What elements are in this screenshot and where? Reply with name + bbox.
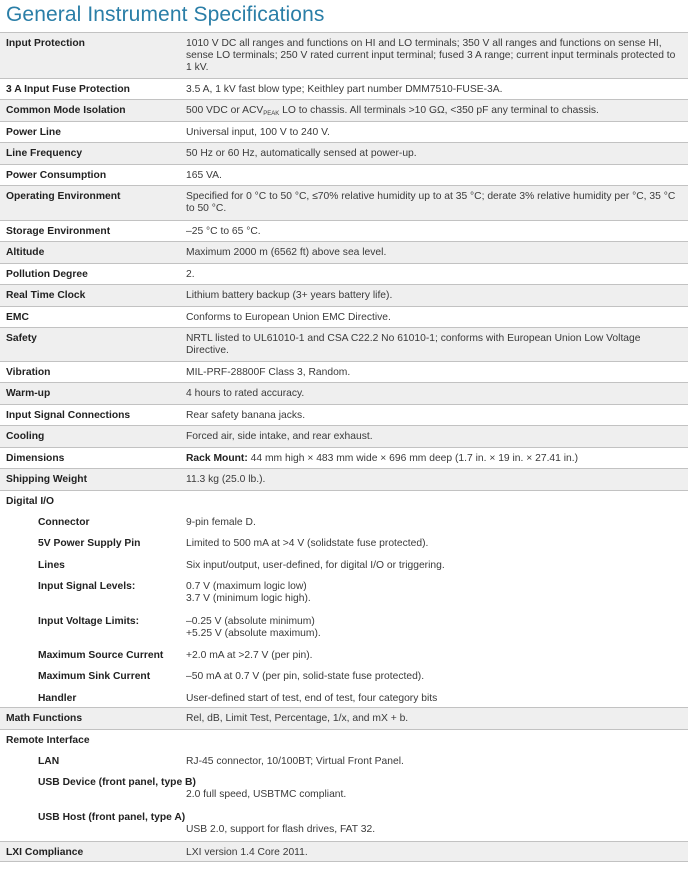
spec-value: 9-pin female D. — [186, 517, 256, 528]
spec-row-line-frequency — [0, 142, 688, 164]
spec-sublabel: Handler — [38, 693, 77, 704]
spec-label: Line Frequency — [6, 148, 83, 159]
spec-row-lxi — [0, 841, 688, 862]
spec-value — [181, 453, 688, 465]
spec-row-dimensions — [0, 447, 688, 468]
spec-value: Lithium battery backup (3+ years battery life). — [186, 290, 393, 301]
spec-row-input-connections — [0, 404, 688, 425]
spec-row-fuse — [0, 78, 688, 99]
spec-label: Shipping Weight — [6, 474, 88, 485]
spec-label: Warm-up — [6, 388, 51, 399]
value-line: –0.25 V (absolute minimum) — [186, 616, 315, 627]
spec-row-pollution — [0, 263, 688, 284]
spec-value: 1010 V DC all ranges and functions on HI and LO terminals; 350 V all ranges and functions on sense HI, sense LO terminals; 250 V rated current input terminal; fused 3 A range; current input terminals protected to 1 kV. — [186, 38, 676, 74]
spec-label: Real Time Clock — [6, 290, 86, 301]
remote-item-usb-device — [0, 777, 688, 812]
spec-row-safety — [0, 327, 688, 361]
spec-label: Dimensions — [6, 453, 65, 464]
spec-label: Storage Environment — [6, 226, 111, 237]
value-bold-prefix: Rack Mount: — [186, 453, 248, 464]
spec-label: Altitude — [6, 247, 45, 258]
spec-sublabel: USB Device (front panel, type B) — [38, 777, 196, 788]
spec-row-storage-env — [0, 220, 688, 241]
spec-sublabel: Maximum Sink Current — [38, 671, 151, 682]
value-part: LO to chassis. All terminals >10 GΩ, <350 pF any terminal to chassis. — [279, 105, 599, 116]
spec-value: 50 Hz or 60 Hz, automatically sensed at power-up. — [186, 148, 417, 159]
spec-value: RJ-45 connector, 10/100BT; Virtual Front Panel. — [186, 756, 404, 767]
value-subscript: PEAK — [263, 111, 280, 117]
spec-row-warmup — [0, 382, 688, 404]
spec-row-cooling — [0, 425, 688, 447]
spec-row-operating-env — [0, 185, 688, 220]
spec-sublabel: Maximum Source Current — [38, 650, 164, 661]
value-line: 3.7 V (minimum logic high). — [186, 593, 311, 605]
spec-label: Operating Environment — [6, 191, 121, 202]
spec-row-power-line — [0, 121, 688, 142]
spec-group-label: Remote Interface — [6, 735, 90, 746]
value-part: 44 mm high × 483 mm wide × 696 mm deep (1.7 in. × 19 in. × 27.41 in.) — [247, 453, 579, 464]
spec-row-common-mode — [0, 99, 688, 121]
spec-label: Common Mode Isolation — [6, 105, 126, 116]
spec-value — [181, 105, 688, 120]
spec-row-digital-io — [0, 490, 688, 707]
digital-io-item — [0, 560, 688, 581]
digital-io-item — [0, 650, 688, 671]
spec-value: Specified for 0 °C to 50 °C, ≤70% relative humidity up to at 35 °C; derate 3% relative humidity per °C, 35 °C to 50 °C. — [186, 191, 676, 215]
spec-row-input-protection — [0, 32, 688, 78]
spec-row-math-functions — [0, 707, 688, 729]
spec-value: Universal input, 100 V to 240 V. — [186, 127, 330, 138]
digital-io-item — [0, 671, 688, 693]
spec-row-rtc — [0, 284, 688, 306]
spec-sublabel: Lines — [38, 560, 65, 571]
spec-value: Limited to 500 mA at >4 V (solidstate fuse protected). — [186, 538, 429, 549]
digital-io-item — [0, 538, 688, 560]
spec-label: Power Line — [6, 127, 61, 138]
remote-item-usb-host — [0, 812, 688, 842]
spec-value: 165 VA. — [186, 170, 222, 181]
digital-io-item — [0, 693, 688, 709]
spec-row-altitude — [0, 241, 688, 263]
spec-value: Six input/output, user-defined, for digital I/O or triggering. — [186, 560, 445, 571]
spec-row-shipping-weight — [0, 468, 688, 490]
spec-row-power-consumption — [0, 164, 688, 185]
spec-value: Forced air, side intake, and rear exhaust. — [186, 431, 373, 442]
spec-value: –25 °C to 65 °C. — [186, 226, 261, 237]
remote-item-lan — [0, 756, 688, 777]
value-part: 500 VDC or ACV — [186, 105, 264, 116]
spec-label: Math Functions — [6, 713, 83, 724]
spec-value: NRTL listed to UL61010-1 and CSA C22.2 No 61010-1; conforms with European Union Low Voltage Directive. — [186, 333, 641, 357]
spec-label: Pollution Degree — [6, 269, 88, 280]
spec-sublabel: Input Voltage Limits: — [38, 616, 140, 627]
spec-label: LXI Compliance — [6, 847, 84, 858]
spec-value — [181, 616, 688, 650]
spec-value: 2. — [186, 269, 195, 280]
spec-value: Rear safety banana jacks. — [186, 410, 306, 421]
spec-value: Maximum 2000 m (6562 ft) above sea level. — [186, 247, 387, 258]
digital-io-item — [0, 581, 688, 616]
spec-value: LXI version 1.4 Core 2011. — [186, 847, 308, 858]
page-title: General Instrument Specifications — [6, 3, 325, 26]
digital-io-item — [0, 517, 688, 538]
spec-label: Safety — [6, 333, 37, 344]
digital-io-item — [0, 616, 688, 650]
spec-sublabel: LAN — [38, 756, 60, 767]
spec-value: Rel, dB, Limit Test, Percentage, 1/x, and mX + b. — [186, 713, 409, 724]
spec-value: USB 2.0, support for flash drives, FAT 32. — [186, 824, 376, 836]
spec-value: MIL-PRF-28800F Class 3, Random. — [186, 367, 351, 378]
spec-label: Cooling — [6, 431, 45, 442]
spec-group-label: Digital I/O — [6, 496, 55, 507]
spec-sublabel: 5V Power Supply Pin — [38, 538, 141, 549]
spec-table — [0, 32, 688, 862]
spec-label: 3 A Input Fuse Protection — [6, 84, 130, 95]
spec-value: 11.3 kg (25.0 lb.). — [186, 474, 266, 485]
spec-label: Input Signal Connections — [6, 410, 131, 421]
spec-value — [181, 581, 688, 616]
value-line: 0.7 V (maximum logic low) — [186, 581, 307, 592]
spec-value: 2.0 full speed, USBTMC compliant. — [186, 789, 347, 801]
spec-value: 3.5 A, 1 kV fast blow type; Keithley part number DMM7510-FUSE-3A. — [186, 84, 503, 95]
spec-label: Power Consumption — [6, 170, 107, 181]
spec-label: Input Protection — [6, 38, 85, 49]
spec-value: +2.0 mA at >2.7 V (per pin). — [186, 650, 313, 661]
spec-row-remote-interface — [0, 729, 688, 841]
value-line: +5.25 V (absolute maximum). — [186, 628, 321, 640]
spec-row-emc — [0, 306, 688, 327]
spec-label: EMC — [6, 312, 29, 323]
spec-value: 4 hours to rated accuracy. — [186, 388, 305, 399]
spec-value: –50 mA at 0.7 V (per pin, solid-state fuse protected). — [186, 671, 425, 682]
spec-value: User-defined start of test, end of test, four category bits — [186, 693, 438, 704]
spec-sublabel: Input Signal Levels: — [38, 581, 136, 592]
spec-sublabel: USB Host (front panel, type A) — [38, 812, 186, 823]
spec-sublabel: Connector — [38, 517, 90, 528]
spec-row-vibration — [0, 361, 688, 382]
spec-value: Conforms to European Union EMC Directive. — [186, 312, 391, 323]
spec-label: Vibration — [6, 367, 51, 378]
